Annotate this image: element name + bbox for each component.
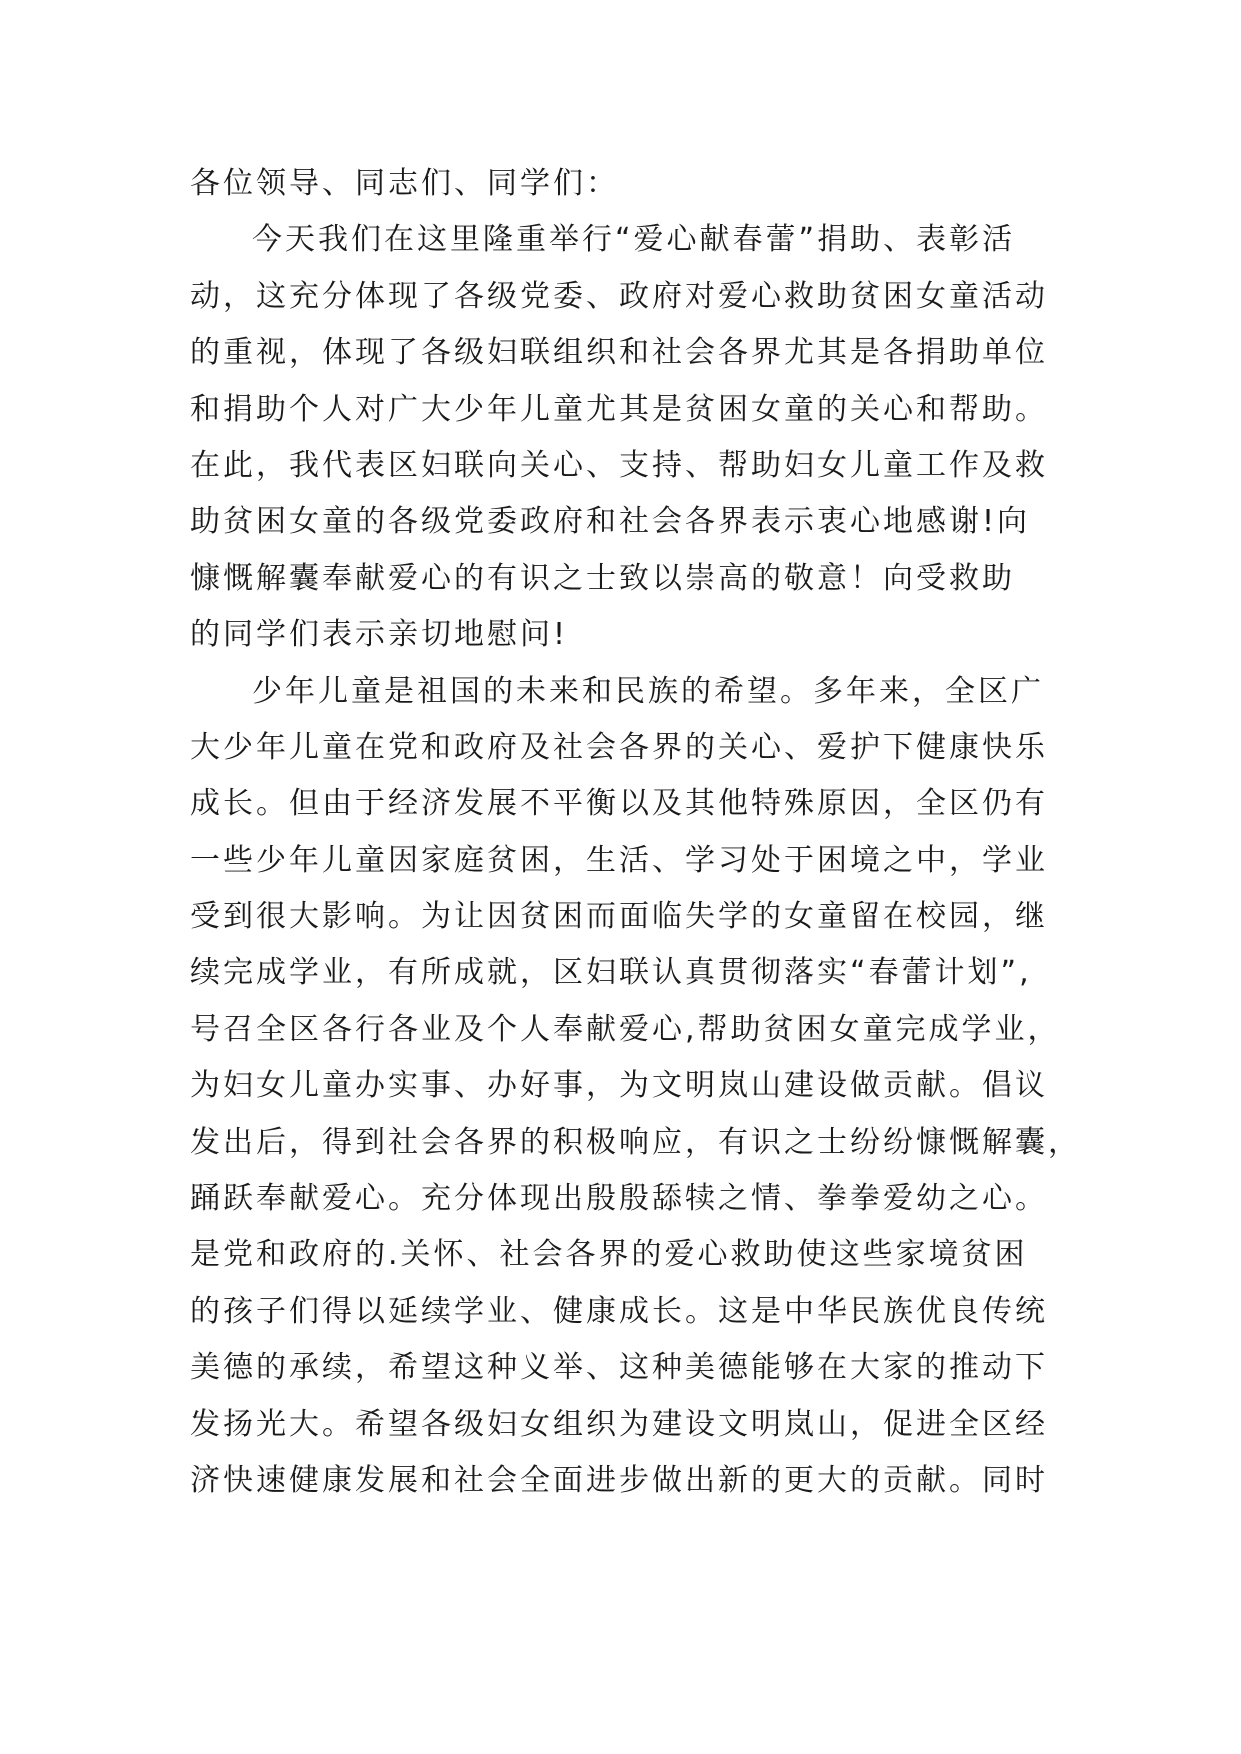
paragraph-line: 济快速健康发展和社会全面进步做出新的更大的贡献。同时 [190,1462,1048,1498]
paragraph-line: 踊跃奉献爱心。充分体现出殷殷舔犊之情、拳拳爱幼之心。 [190,1181,1048,1217]
paragraph-line: 号召全区各行各业及个人奉献爱心,帮助贫困女童完成学业， [190,1011,1061,1047]
paragraph-line: 大少年儿童在党和政府及社会各界的关心、爱护下健康快乐 [190,729,1048,765]
paragraph-line: 的孩子们得以延续学业、健康成长。这是中华民族优良传统 [190,1293,1048,1329]
speech-body [190,156,1081,1509]
paragraph-line: 慷慨解囊奉献爱心的有识之士致以崇高的敬意！向受救助 [190,560,1015,596]
paragraph-line: 在此，我代表区妇联向关心、支持、帮助妇女儿童工作及救 [190,447,1048,483]
paragraph-line: 为妇女儿童办实事、办好事，为文明岚山建设做贡献。倡议 [190,1068,1048,1104]
paragraph-line: 是党和政府的.关怀、社会各界的爱心救助使这些家境贫困 [190,1237,1028,1273]
paragraph-line: 受到很大影响。为让因贫困而面临失学的女童留在校园，继 [190,899,1048,935]
paragraph-line: 助贫困女童的各级党委政府和社会各界表示衷心地感谢!向 [190,504,1031,540]
paragraph-line: 发扬光大。希望各级妇女组织为建设文明岚山，促进全区经 [190,1406,1048,1442]
paragraph-line: 美德的承续，希望这种义举、这种美德能够在大家的推动下 [190,1350,1048,1386]
salutation-line: 各位领导、同志们、同学们： [190,166,619,201]
paragraph-line: 续完成学业，有所成就，区妇联认真贯彻落实“春蕾计划”, [190,955,1032,991]
paragraph-line: 少年儿童是祖国的未来和民族的希望。多年来，全区广 [252,673,1044,709]
paragraph-line: 成长。但由于经济发展不平衡以及其他特殊原因，全区仍有 [190,786,1048,822]
paragraph-line: 动，这充分体现了各级党委、政府对爱心救助贫困女童活动 [190,278,1048,314]
paragraph-line: 今天我们在这里隆重举行“爱心献春蕾”捐助、表彰活 [252,222,1016,258]
paragraph-line: 和捐助个人对广大少年儿童尤其是贫困女童的关心和帮助。 [190,391,1048,427]
paragraph-line: 发出后，得到社会各界的积极响应，有识之士纷纷慷慨解囊， [190,1124,1081,1160]
paragraph-line: 一些少年儿童因家庭贫困，生活、学习处于困境之中，学业 [190,842,1048,878]
paragraph-line: 的重视，体现了各级妇联组织和社会各界尤其是各捐助单位 [190,335,1048,371]
paragraph-line: 的同学们表示亲切地慰问! [190,617,569,653]
